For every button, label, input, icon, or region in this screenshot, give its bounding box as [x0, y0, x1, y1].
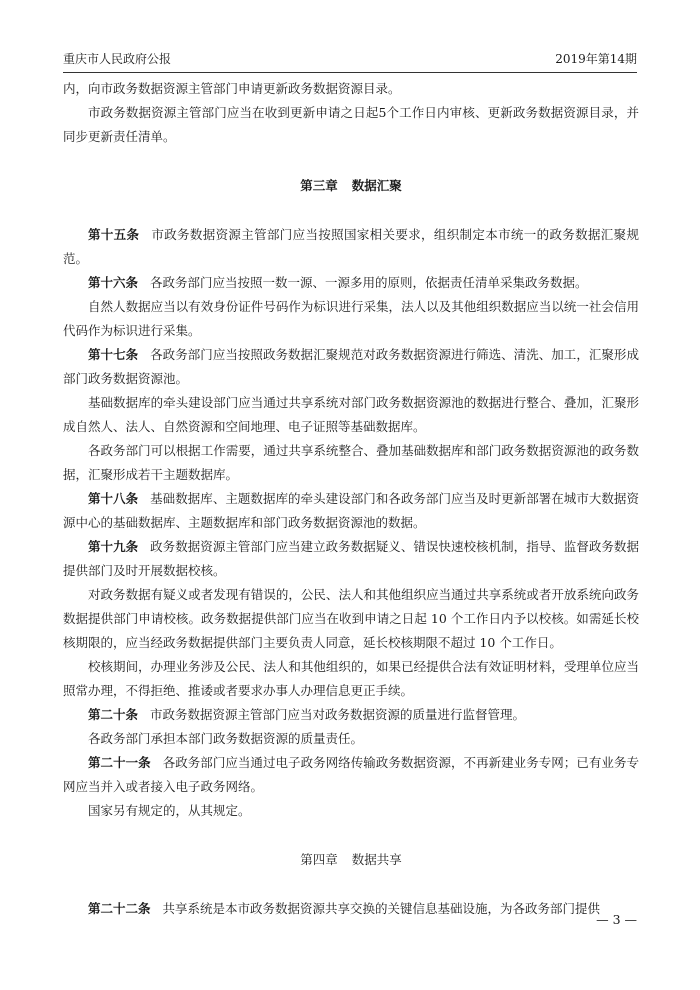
article-number: 第十九条	[88, 539, 139, 554]
article-text: 政务数据资源主管部门应当建立政务数据疑义、错误快速校核机制，指导、监督政务数据提供部门及时开展数据校核。	[63, 539, 639, 578]
article-18	[63, 487, 639, 535]
article-20	[63, 703, 639, 727]
article-text: 基础数据库、主题数据库的牵头建设部门和各政务部门应当及时更新部署在城市大数据资源中心的基础数据库、主题数据库和部门政务数据资源池的数据。	[63, 491, 639, 530]
page-header	[63, 50, 637, 73]
paragraph: 内，向市政务数据资源主管部门申请更新政务数据资源目录。	[63, 81, 401, 96]
chapter-heading	[63, 174, 639, 198]
article-number: 第十六条	[88, 275, 139, 290]
paragraph: 各政务部门可以根据工作需要，通过共享系统整合、叠加基础数据库和部门政务数据资源池的政务数据，汇聚形成若干主题数据库。	[63, 443, 639, 482]
article-16	[63, 271, 639, 295]
article-15	[63, 223, 639, 271]
article-number: 第十五条	[88, 227, 140, 242]
article-number: 第十七条	[88, 347, 139, 362]
paragraph: 基础数据库的牵头建设部门应当通过共享系统对部门政务数据资源池的数据进行整合、叠加，汇聚形成自然人、法人、自然资源和空间地理、电子证照等基础数据库。	[63, 395, 639, 434]
article-number: 第二十一条	[88, 755, 151, 770]
article-number: 第十八条	[88, 491, 139, 506]
article-19	[63, 535, 639, 583]
paragraph: 对政务数据有疑义或者发现有错误的，公民、法人和其他组织应当通过共享系统或者开放系统向政务数据提供部门申请校核。政务数据提供部门应当在收到申请之日起 10 个工作日内予以校核。如需延长校核期限的，应当经政务数据提供部门主要负责人同意，延长校核期限不超过 10 个工作日。	[63, 587, 639, 650]
article-number: 第二十条	[88, 707, 139, 722]
paragraph: 校核期间，办理业务涉及公民、法人和其他组织的，如果已经提供合法有效证明材料，受理单位应当照常办理，不得拒绝、推诿或者要求办事人办理信息更正手续。	[63, 659, 639, 698]
article-text: 市政务数据资源主管部门应当按照国家相关要求，组织制定本市统一的政务数据汇聚规范。	[63, 227, 639, 266]
paragraph: 国家另有规定的，从其规定。	[88, 803, 251, 818]
chapter-number: 第三章	[300, 178, 338, 193]
article-number: 第二十二条	[88, 901, 151, 916]
article-17	[63, 343, 639, 391]
chapter-number: 第四章	[300, 852, 338, 867]
chapter-heading	[63, 848, 639, 872]
article-text: 市政务数据资源主管部门应当对政务数据资源的质量进行监督管理。	[150, 707, 526, 722]
article-22	[63, 897, 639, 921]
article-text: 各政务部门应当通过电子政务网络传输政务数据资源，不再新建业务专网；已有业务专网应当并入或者接入电子政务网络。	[63, 755, 639, 794]
paragraph: 自然人数据应当以有效身份证件号码作为标识进行采集，法人以及其他组织数据应当以统一社会信用代码作为标识进行采集。	[63, 299, 639, 338]
page-number: — 3 —	[596, 912, 637, 927]
document-body	[63, 77, 639, 921]
article-text: 各政务部门应当按照政务数据汇聚规范对政务数据资源进行筛选、清洗、加工，汇聚形成部门政务数据资源池。	[63, 347, 639, 386]
article-21	[63, 751, 639, 799]
paragraph: 市政务数据资源主管部门应当在收到更新申请之日起5个工作日内审核、更新政务数据资源目录，并同步更新责任清单。	[63, 105, 639, 144]
article-text: 各政务部门应当按照一数一源、一源多用的原则，依据责任清单采集政务数据。	[150, 275, 588, 290]
article-text: 共享系统是本市政务数据资源共享交换的关键信息基础设施，为各政务部门提供	[162, 901, 601, 916]
issue-number: 2019年第14期	[555, 52, 637, 66]
publication-name: 重庆市人民政府公报	[63, 52, 172, 66]
paragraph: 各政务部门承担本部门政务数据资源的质量责任。	[88, 731, 364, 746]
chapter-title: 数据共享	[351, 852, 402, 867]
chapter-title: 数据汇聚	[351, 178, 402, 193]
